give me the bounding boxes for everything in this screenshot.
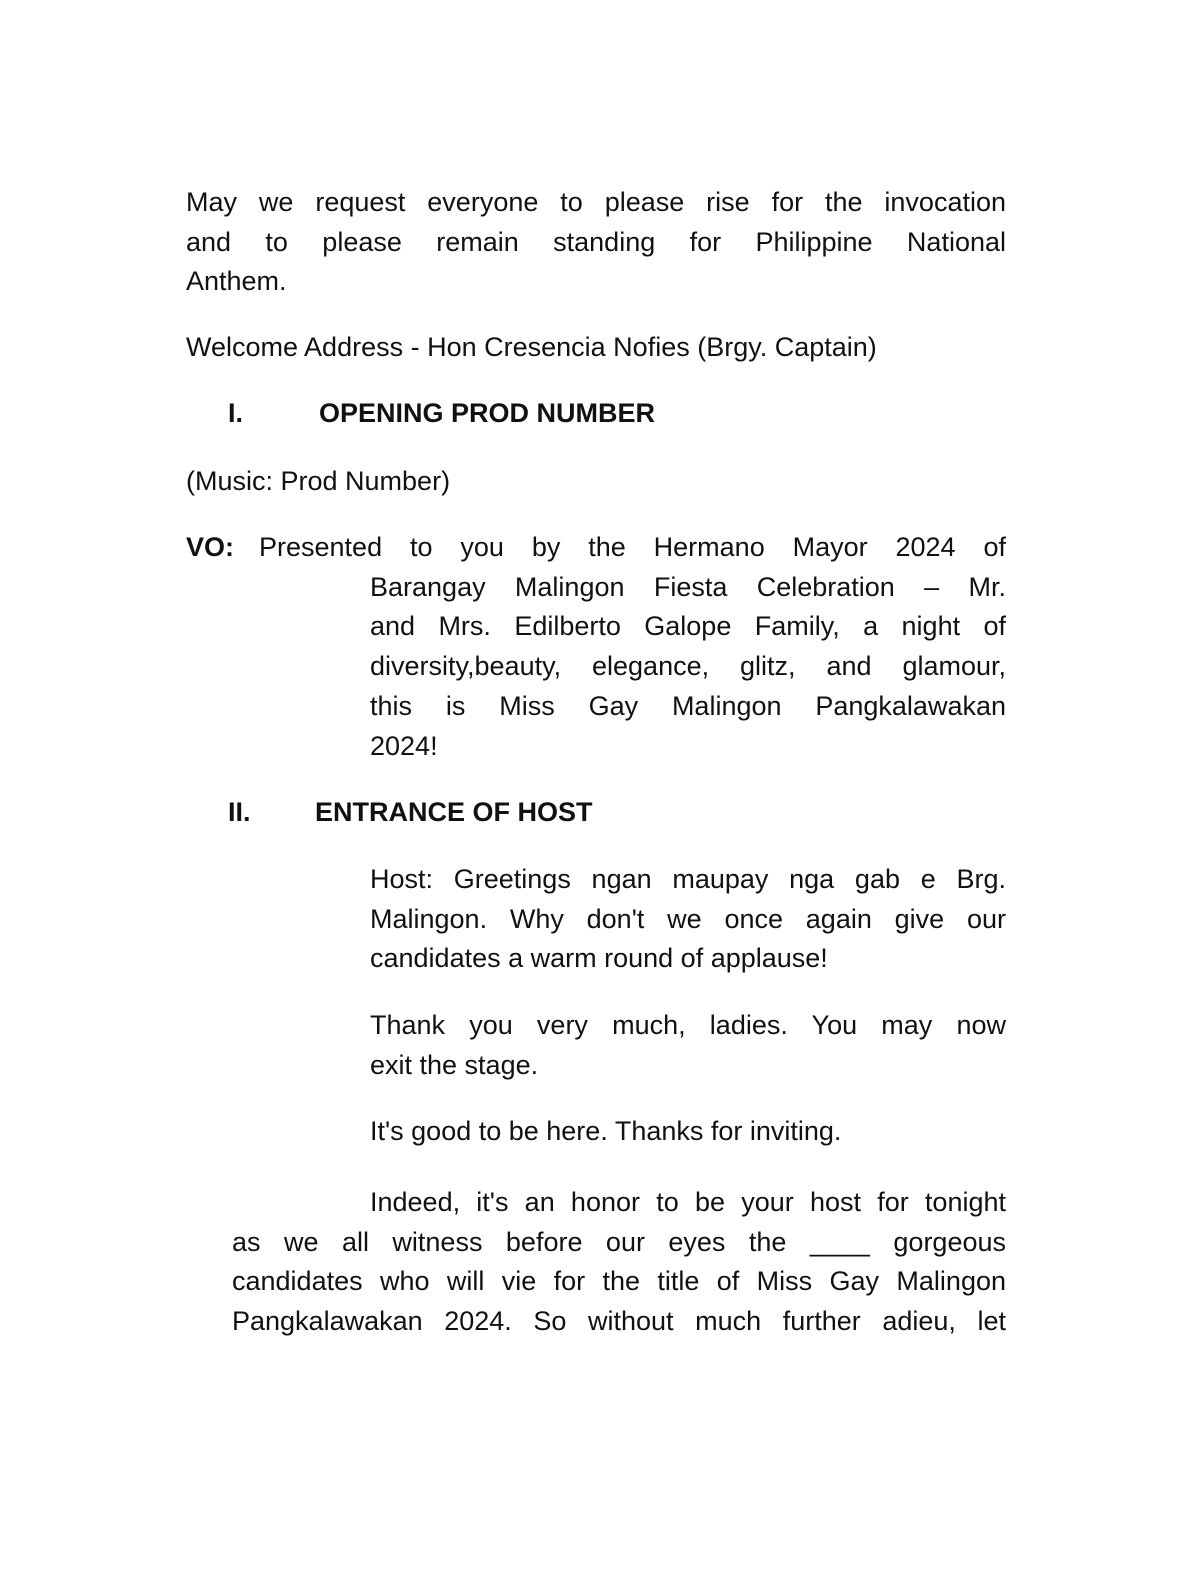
host-line: Indeed, it's an honor to be your host for tonight: [370, 1187, 1006, 1217]
vo-line: Presented to you by the Hermano Mayor 2024 of: [259, 532, 1006, 562]
section-numeral: I.: [228, 398, 244, 428]
host-line: candidates a warm round of applause!: [370, 943, 828, 973]
host-line: Host: Greetings ngan maupay nga gab e Brg.: [370, 864, 1006, 894]
host-line: It's good to be here. Thanks for inviting.: [370, 1116, 842, 1146]
vo-line: diversity,beauty, elegance, glitz, and glamour,: [370, 651, 1006, 681]
host-line: as we all witness before our eyes the ____ gorgeous: [232, 1227, 1006, 1257]
host-line: Thank you very much, ladies. You may now: [370, 1010, 1006, 1040]
section-heading: ENTRANCE OF HOST: [315, 797, 593, 827]
intro-line: and to please remain standing for Philippine National: [186, 227, 1006, 257]
vo-label: VO:: [186, 532, 235, 562]
host-line: Pangkalawakan 2024. So without much further adieu, let: [232, 1306, 1006, 1336]
welcome-address: Welcome Address - Hon Cresencia Nofies (Brgy. Captain): [186, 332, 877, 362]
vo-line: 2024!: [370, 731, 438, 761]
vo-line: Barangay Malingon Fiesta Celebration – Mr.: [370, 572, 1006, 602]
vo-line: this is Miss Gay Malingon Pangkalawakan: [370, 691, 1006, 721]
host-line: candidates who will vie for the title of Miss Gay Malingon: [232, 1266, 1006, 1296]
vo-line: and Mrs. Edilberto Galope Family, a night of: [370, 611, 1006, 641]
music-note: (Music: Prod Number): [186, 466, 451, 496]
section-numeral: II.: [228, 797, 251, 827]
intro-line: Anthem.: [186, 266, 287, 296]
intro-line: May we request everyone to please rise for the invocation: [186, 187, 1006, 217]
host-line: exit the stage.: [370, 1050, 539, 1080]
section-heading: OPENING PROD NUMBER: [319, 398, 656, 428]
host-line: Malingon. Why don't we once again give our: [370, 904, 1006, 934]
